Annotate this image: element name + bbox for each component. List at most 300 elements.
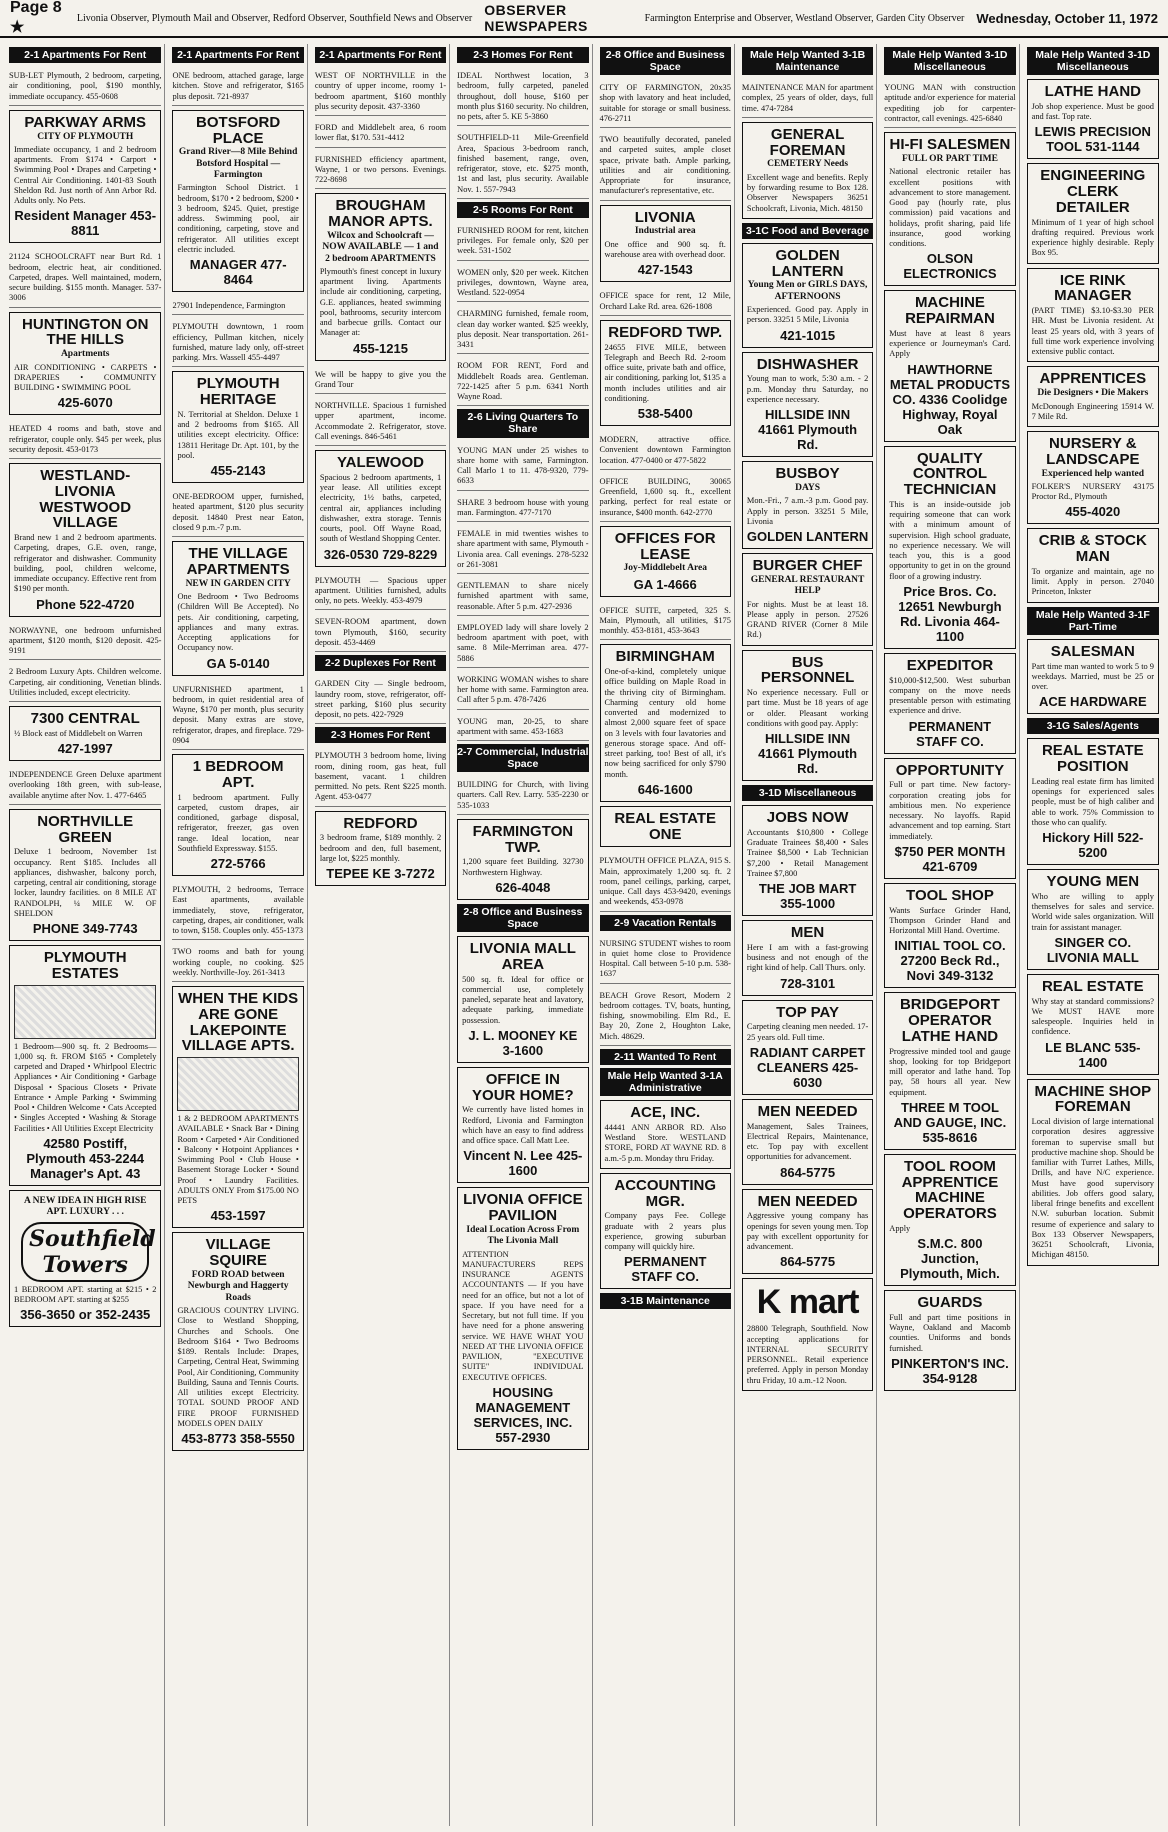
ad-body: OFFICE space for rent, 12 Mile, Orchard Lake Rd. area. 626-1808 [599,291,731,311]
classified-ad [1027,974,1159,1075]
village-squire-ad-phone: 453-8773 358-5550 [181,1431,295,1447]
ad-phone: INITIAL TOOL CO. 27200 Beck Rd., Novi 349-3132 [894,938,1006,984]
classified-ad [1027,528,1159,602]
section-header: 3-1B Maintenance [600,1293,731,1309]
ad-subhead: Industrial area [634,226,696,237]
ad-subhead: Die Designers • Die Makers [1037,388,1149,399]
ad-body: 2 Bedroom Luxury Apts. Children welcome. Carpeting, air conditioning, Venetian blinds. Utilities included, except electricity. [9,667,162,697]
section-header: 3-1G Sales/Agents [1027,718,1159,734]
ad-headline: ICE RINK MANAGER [1054,271,1132,305]
ad-headline: BRIDGEPORT OPERATOR LATHE HAND [899,996,1000,1045]
section-header: 2-9 Vacation Rentals [600,915,731,931]
ad-phone: 425-6070 [57,395,113,411]
southfield-towers-ad [9,1190,161,1327]
classified-ad [742,805,873,916]
ad-body: BEACH Grove Resort, Modern 2 bedroom cottages. TV, boats, hunting, fishing, snowmobiling. Elm Rd., E. Bay 20, Zone 2, Houghton Lake, Mich. 48629. [599,990,731,1041]
masthead-papers-2: Farmington Enterprise and Observer, Westland Observer, Garden City Observer [644,12,965,24]
classified-ad [457,1067,588,1184]
ad-headline: TOOL SHOP [906,886,994,904]
section-header: 2-3 Homes For Rent [457,47,588,63]
ad-body: No experience necessary. Full or part time. Must be 18 years of age or older. Pleasant working conditions with good pay. Apply: [746,688,869,728]
classified-ad [457,524,588,574]
ad-body: ½ Block east of Middlebelt on Warren [14,728,143,738]
ad-phone: 455-2143 [210,463,266,479]
ad-headline: FARMINGTON TWP. [472,822,574,856]
ad-body: Accountants $10,800 • College Graduate Trainees $8,400 • Sales Trainee $8,500 • Lab Technician $7,200 • Retail Management Trainee $7,800 [746,827,869,878]
classified-ad [457,441,588,491]
ad-body: Wants Surface Grinder Hand, Thompson Grinder Hand and Horizontal Mill Hand. Overtime. [889,905,1011,936]
ad-body: Deluxe 1 bedroom, November 1st occupancy. Rent $185. Includes all appliances, dishwasher, balcony porch, carpeting, central air conditioning, storage locker, laundry facilities. on 8 MILE AT RANDOLPH, ¼ MILE W. OF SHELDON [14,847,157,918]
ad-headline: REAL ESTATE [1041,977,1144,995]
column-8 [1024,44,1162,1826]
ad-phone: GOLDEN LANTERN [746,529,869,544]
lakepointe-village-ad-headline: WHEN THE KIDS ARE GONE LAKEPOINTE VILLAGE APTS. [178,990,299,1055]
ad-headline: APPRENTICES [1039,370,1147,388]
classified-ad [9,765,161,805]
ad-headline: MEN [790,924,825,942]
ad-body: EMPLOYED lady will share lovely 2 bedroom apartment with poet, with same. 8 Mile-Merriman area. 477-5886 [457,622,589,663]
ad-body: We will be happy to give you the Grand Tour [314,369,447,389]
ad-body: Immediate occupancy, 1 and 2 bedroom apartments. From $174 • Carport • Swimming Pool • Drapes and Carpeting • Central Air Conditioning. 1401-83 South Sheldon Rd. Just north of Ann Arbor Rd. Adults only. No Pets. [14,144,157,206]
section-header: Male Help Wanted 3-1D Miscellaneous [1027,47,1159,75]
classified-ad [457,66,588,126]
ad-body: 24655 FIVE MILE, between Telegraph and Beech Rd. 2-room office suite, private bath and office, air conditioning, parking lot, $135 a month includes utilities and air conditioning. [604,342,726,403]
column-4 [454,44,592,1826]
ad-phone: 421-1015 [780,327,836,343]
ad-body: (PART TIME) $3.10-$3.30 PER HR. Must be Livonia resident. At least 25 years old, with 3 years of full time work experience involving extensive public contact. [1031,306,1154,357]
section-header: 3-1D Miscellaneous [742,785,873,801]
ad-body: BUILDING for Church, with living quarters. Call Rev. Larry. 535-2230 or 535-1033 [457,780,589,810]
ad-body: OFFICE SUITE, carpeted, 325 S. Main, Plymouth, all utilities, $175 monthly. 453-8181, 453-3643 [599,605,731,636]
kmart-logo: K mart [756,1283,859,1322]
ad-subhead: Young Men or GIRLS DAYS, AFTERNOONS [747,280,868,302]
classified-ad [315,674,446,724]
ad-body: SEVEN-ROOM apartment, down town Plymouth, $160, security deposit. 453-4469 [314,617,447,647]
ad-subhead: NEW IN GARDEN CITY [185,578,291,589]
classified-ad [884,992,1015,1150]
classified-ad [600,320,731,426]
southfield-towers-ad-tag: A NEW IDEA IN HIGH RISE APT. LUXURY . . . [23,1195,147,1218]
section-header: 3-1C Food and Beverage [742,223,873,239]
lakepointe-village-ad-body: 1 & 2 BEDROOM APARTMENTS AVAILABLE • Snack Bar • Dining Room • Carpeted • Air Conditioned • Balcony • Hotpoint Appliances • Swimming Pool • Club House • Basement Storage Locker • Sound Proof • Laundry Facilities. ADULTS ONLY From $175.00 NO PETS [177,1114,299,1206]
ad-headline: THE VILLAGE APARTMENTS [186,545,290,578]
ad-phone: 538-5400 [637,406,693,422]
ad-body: Excellent wage and benefits. Reply by forwarding resume to Box 128. Observer Newspapers 36251 Schoolcraft, Livonia, Mich. 48150 [746,172,869,213]
ad-body: Full and part time positions in Wayne, Oakland and Macomb counties. Uniforms and bonds furnished. [889,1312,1011,1353]
classified-ad [600,130,731,201]
classified-ad [884,132,1015,286]
classified-ad [1027,431,1159,524]
ad-phone: Vincent N. Lee 425-1600 [463,1148,583,1179]
classified-ad [9,463,161,617]
section-header: 2-11 Wanted To Rent [600,1049,731,1065]
classified-ad [457,618,588,668]
ad-subhead: Grand River—8 Mile Behind Botsford Hospital — Farmington [178,147,298,181]
masthead-date: Wednesday, October 11, 1972 [976,10,1158,26]
classified-ad [457,819,588,900]
classified-ad [9,419,161,459]
ad-body: 28800 Telegraph, Southfield. Now accepting applications for INTERNAL SECURITY PERSONNEL. Retail experience preferred. Apply in person Monday thru Friday, 10 a.m.-12 Noon. [746,1324,869,1385]
section-header: Male Help Wanted 3-1B Maintenance [742,47,873,75]
section-header: Male Help Wanted 3-1F Part-Time [1027,607,1159,635]
ad-headline: TOOL ROOM APPRENTICE MACHINE OPERATORS [901,1157,999,1223]
ad-body: Why stay at standard commissions? We MUST HAVE more salespeople. Inquiries held in confidence. [1031,996,1154,1037]
classified-ad [457,263,588,303]
ad-headline: PARKWAY ARMS [24,113,147,131]
classified-ad [9,312,161,416]
ad-headline: GOLDEN LANTERN [771,246,844,280]
ad-body: This is an inside-outside job requiring someone that can work with a minimum amount of supervision. High school graduate, no experience necessary. We will teach you, this is a good opportunity to get in on the ground floor of a growing industry. [889,499,1011,581]
classified-ad [457,221,588,261]
classified-ad [742,1099,873,1185]
classified-ad [742,1000,873,1095]
ad-body: AIR CONDITIONING • CARPETS • DRAPERIES • COMMUNITY BUILDING • SWIMMING POOL [14,362,157,393]
classified-ad [884,758,1015,879]
section-header: Male Help Wanted 3-1A Administrative [600,1068,731,1096]
classified-ad [9,66,161,106]
ad-headline: BUS PERSONNEL [760,653,855,687]
ad-phone: THREE M TOOL AND GAUGE, INC. 535-8616 [893,1099,1007,1145]
ad-phone: $750 PER MONTH 421-6709 [894,843,1006,874]
ad-headline: WESTLAND-LIVONIA WESTWOOD VILLAGE [39,467,132,532]
ad-headline: REAL ESTATE POSITION [1041,742,1144,776]
classified-ad [600,78,731,128]
classified-ad [457,712,588,742]
classified-ad [600,986,731,1046]
classified-ad [172,754,303,876]
ad-body: INDEPENDENCE Green Deluxe apartment overlooking 18th green, with sub-lease, available anytime after Nov. 1. 477-6465 [9,770,162,800]
ad-headline: EXPEDITOR [906,656,994,674]
ad-phone: LE BLANC 535-1400 [1045,1039,1141,1070]
ad-headline: GENERAL FOREMAN [769,125,846,159]
ad-headline: OPPORTUNITY [895,761,1005,779]
section-header: 2-8 Office and Business Space [600,47,731,75]
classified-ad [1027,639,1159,715]
ad-body: One-of-a-kind, completely unique office building on Maple Road in the thriving city of Birmingham. Charming century old home converted and modernized to almost 2,000 square feet of space on 3 levels with four lavatories and generous storage space. And off-street parking, too! Best of all, it's now being sacrificed for only $790 month. [604,667,726,779]
ad-phone: PERMANENT STAFF CO. [624,1254,707,1285]
classified-ad [172,66,303,106]
ad-headline: YOUNG MEN [1046,873,1140,891]
ad-headline: 7300 CENTRAL [30,710,140,728]
ad-body: Brand new 1 and 2 bedroom apartments. Carpeting, drapes, G.E. oven, range, refrigerator and dishwasher. Community building, pool, children welcome, immediate occupancy. Effective rent from $190 per month. [14,533,157,594]
ad-body: FURNISHED efficiency apartment, Wayne, 1 or two persons. Evenings. 722-8698 [314,154,447,185]
livonia-office-pavilion-ad-subhead: Ideal Location Across From The Livonia Mall [466,1224,580,1247]
ad-subhead: Experienced help wanted [1041,468,1144,479]
livonia-office-pavilion-ad-headline: LIVONIA OFFICE PAVILION [463,1191,583,1224]
ad-headline: NORTHVILLE GREEN [37,812,134,846]
classified-ad [600,286,731,316]
ad-phone: 427-1997 [57,741,113,757]
ad-phone: 455-1215 [353,340,408,356]
village-squire-ad [172,1232,303,1451]
classified-ad [315,150,446,190]
ad-phone: 864-5775 [780,1254,836,1270]
ad-phone: 728-3101 [780,975,836,991]
ad-headline: REDFORD TWP. [608,323,723,341]
classified-ad [884,883,1015,989]
classified-ad [457,356,588,406]
classified-ad [315,746,446,806]
classified-ad [457,936,588,1063]
classified-ad [600,430,731,470]
bottom-left-display-ads [9,945,161,1327]
classified-ad [742,352,873,458]
ad-subhead: Apartments [60,349,110,360]
ad-body: One Bedroom • Two Bedrooms (Children Will Be Accepted). No pets. Air conditioning, carpeting, appliances and many extras. Accepting applications for Occupancy now. [177,592,299,653]
ad-phone: PINKERTON'S INC. 354-9128 [891,1355,1009,1386]
machine-shop-foreman-ad [1027,1079,1159,1266]
ad-subhead: CITY OF PLYMOUTH [37,131,134,142]
classified-ad [9,621,161,661]
ad-body: Experienced. Good pay. Apply in person. 33251 5 Mile, Livonia [746,305,869,325]
ad-body: YOUNG man, 20-25, to share apartment with same. 453-1683 [457,716,589,736]
ad-body: Full or part time. New factory-corporation creating jobs for ambitious men. No experience necessary. No layoffs. Rapid advancement and top earning. Start immediately. [889,780,1011,841]
ad-headline: MEN NEEDED [757,1102,858,1120]
ad-subhead: GENERAL RESTAURANT HELP [750,574,865,597]
ad-body: WEST OF NORTHVILLE in the country of upper income, roomy 1-bedroom apartment, $160 monthly plus security deposit. 437-3360 [314,71,447,111]
classified-ad [315,365,446,395]
livonia-office-pavilion-ad [457,1187,588,1450]
plymouth-estates-ad-body: 1 Bedroom—900 sq. ft. 2 Bedrooms—1,000 sq. ft. FROM $165 • Completely carpeted and Draped • Whirlpool Electric Appliances • Air Conditioning • Garbage Disposal • Spacious Closets • Private Entrance • Ample Parking • Swimming Pool • Children Welcome • Cats Accepted • Singles Accepted • Washing & Storage Facilities • All Utilities Except Electricity [14,1041,157,1133]
ad-headline: ACCOUNTING MGR. [614,1176,717,1210]
ad-body: Who are willing to apply themselves for sales and service. World wide sales organization. Will train for assistant manager. [1031,891,1154,932]
classified-ad [315,571,446,611]
ad-body: Apply [889,1223,911,1233]
column-5 [597,44,735,1826]
ad-headline: ACE, INC. [630,1104,701,1122]
ad-body: Job shop experience. Must be good and fast. Top rate. [1031,101,1154,122]
ad-phone: Price Bros. Co. 12651 Newburgh Rd. Livonia 464-1100 [898,583,1002,644]
ad-body: GARDEN City — Single bedroom, laundry room, stove, refrigerator, off-street parking, $160 plus security deposit, no pets. 422-7929 [314,679,447,720]
classified-ad [315,193,446,360]
ad-body: TWO beautifully decorated, paneled and carpeted suites, ample closet space, private bath. Ample parking, utilities and air conditioning. Appropriate for insurance, manufacturer's representative, etc. [599,135,731,196]
ad-body: Here I am with a fast-growing business and not enough of the right kind of help. Call Thurs. only. [746,942,869,973]
classified-ad [172,487,303,537]
ad-body: $10,000-$12,500. West suburban company on the move needs presentable person with estimating experience and drive. [889,675,1011,716]
classified-ad [9,110,161,244]
ad-headline: BROUGHAM MANOR APTS. [328,197,433,231]
ad-headline: OFFICE IN YOUR HOME? [472,1070,574,1104]
ad-phone: 427-1543 [637,262,693,278]
ad-headline: MEN NEEDED [757,1192,858,1210]
ad-body: YOUNG MAN with construction aptitude and/or experience for material expediting job for carpenter-contractor, call evenings. 425-6840 [884,83,1016,123]
classified-ad [172,942,303,982]
section-header: 2-1 Apartments For Rent [9,47,161,63]
plymouth-estates-ad-illustration [14,985,156,1039]
ad-body: 21124 SCHOOLCRAFT near Burt Rd. 1 bedroom, electric heat, air conditioned. Carpeted, drapes. Well maintained, modern, secure building. $155 month. Manager. 537-3006 [9,252,162,303]
ad-body: NORWAYNE, one bedroom unfurnished apartment, $120 month, $120 deposit. 425-9191 [9,625,162,656]
ad-body: Minimum of 1 year of high school drafting required. Previous work experience highly desirable. Reply Box 95. [1031,217,1154,258]
ad-phone: 864-5775 [780,1164,836,1180]
ad-headline: BUSBOY [775,465,840,483]
ad-body: WORKING WOMAN wishes to share her home with same. Farmington area. Call after 5 p.m. 478-7426 [457,674,589,705]
ad-body: NORTHVILLE. Spacious 1 furnished upper apartment, income. Accommodate 2. Refrigerator, stove. Call evenings. 846-5461 [314,401,447,441]
ad-phone: GA 5-0140 [206,655,270,671]
ad-phone: 455-4020 [1065,504,1121,520]
ad-body: PLYMOUTH — Spacious upper apartment. Utilities furnished, adults only, no pets. Weekly. 453-4979 [314,575,447,606]
ad-body: PLYMOUTH downtown, 1 room efficiency, Pullman kitchen, nicely furnished, mature lady only, off-street parking. Mrs. Wassell 455-4497 [172,322,304,363]
ad-body: ONE-BEDROOM upper, furnished, heated apartment, $120 plus security deposit. 14840 Prest near Eaton, closed 9 p.m.-7 p.m. [172,492,304,532]
classified-ad [742,920,873,996]
classified-ad [1027,268,1159,363]
ad-body: OFFICE BUILDING, 30065 Greenfield, 1,600 sq. ft., excellent parking, perfect for real estate or insurance, $400 month. 642-2770 [599,476,731,517]
masthead [0,0,1168,38]
ad-phone: PERMANENT STAFF CO. [908,718,992,749]
ad-headline: ENGINEERING CLERK DETAILER [1040,167,1146,216]
ad-headline: DISHWASHER [756,355,859,373]
classified-ad [1027,869,1159,970]
village-squire-ad-body: GRACIOUS COUNTRY LIVING. Close to Westland Shopping, Churches and Schools. One Bedroom $164 • Two Bedrooms $189. Rentals Include: Drapes, Carpeting, Central Heat, Swimming Pool, Air Conditioning, Community Building, Sauna and Tennis Courts. All utilities except Electricity. TOTAL SOUND PROOF AND FIRE PROOF FURNISHED MODELS OPEN DAILY [177,1306,299,1428]
ad-body: 500 sq. ft. Ideal for office or commercial use, completely paneled, separate heat and lavatory, adequate parking, immediate possession. [462,974,584,1025]
ad-body: CHARMING furnished, female room, clean day worker wanted. $25 weekly, plus deposit. Near transportation. 261-3431 [457,309,589,350]
classified-ad [1027,163,1159,263]
ad-body: National electronic retailer has excellent positions with advancement to store management. Good pay (hourly rate, plus commission) paid vacations and holidays, profit sharing, paid life insurance, good working conditions. [889,167,1011,249]
southfield-towers-ad-body: 1 BEDROOM APT. starting at $215 • 2 BEDROOM APT. starting at $255 [14,1284,157,1304]
ad-headline: REAL ESTATE ONE [614,809,717,843]
ad-body: TWO rooms and bath for young working couple, no cooking. $25 weekly. Northville-Joy. 261-3413 [172,947,304,977]
classified-ad [457,775,588,815]
ad-body: SUB-LET Plymouth, 2 bedroom, carpeting, air conditioning, pool, $190 monthly, immediate occupancy. 455-0608 [9,71,162,101]
southfield-towers-ad-phone: 356-3650 or 352-2435 [20,1307,151,1323]
classified-ad [172,680,303,751]
classified-ad [315,396,446,446]
section-header: Male Help Wanted 3-1D Miscellaneous [884,47,1015,75]
classified-ad [172,296,303,315]
classified-ad [884,290,1015,441]
ad-body: 1,200 square feet Building. 32730 Northwestern Highway. [462,857,584,877]
classified-ad [600,644,731,802]
ad-headline: BIRMINGHAM [615,648,715,666]
ad-phone: RADIANT CARPET CLEANERS 425-6030 [749,1044,866,1090]
ad-body: To organize and maintain, age no limit. Apply in person. 27040 Princeton, Inkster [1031,566,1154,597]
section-header: 2-7 Commercial, Industrial Space [457,744,588,772]
ad-headline: BURGER CHEF [752,557,863,574]
classified-ad [9,247,161,307]
ad-body: N. Territorial at Sheldon. Deluxe 1 and 2 bedrooms from $165. All utilities except electricity. Office: 13811 Heritage Dr. Apt. 101, by the pool. [177,409,299,460]
classified-ad [457,493,588,523]
ad-phone: HILLSIDE INN 41661 Plymouth Rd. [758,407,858,453]
ad-body: FOLKER'S NURSERY 43175 Proctor Rd., Plymouth [1031,481,1154,502]
column-2 [169,44,307,1826]
ad-phone: HAWTHORNE METAL PRODUCTS CO. 4336 Coolidge Highway, Royal Oak [889,361,1011,437]
ad-headline: NURSERY & LANDSCAPE [1046,435,1140,468]
ad-phone: SINGER CO. LIVONIA MALL [1046,934,1139,965]
ad-body: Part time man wanted to work 5 to 9 weekdays. Married, must be 25 or over. [1031,661,1154,692]
ad-body: PLYMOUTH 3 bedroom home, living room, dining room, gas heat, full basement, vacant. 1 children permitted. No pets. Rent $225 month. Agent. 453-0477 [314,751,447,802]
masthead-brand: OBSERVER NEWSPAPERS [484,2,588,34]
classified-ad [1027,79,1159,159]
classified-ad [600,934,731,984]
classified-ad [315,118,446,148]
ad-body: IDEAL Northwest location, 3 bedroom, fully carpeted, paneled throughout, doll house, $160 per month plus $160 security. No children, no pets, after 5. KE 5-3860 [457,71,589,122]
ad-body: HEATED 4 rooms and bath, stove and refrigerator, couple only. $45 per week, plus security deposit. 453-0173 [9,424,162,454]
classified-ad [172,317,303,367]
ad-body: Young man to work, 5:30 a.m. - 2 p.m. Monday thru Saturday, no experience necessary. [746,374,869,404]
ad-headline: LIVONIA MALL AREA [469,940,576,973]
ad-phone: GA 1-4666 [633,576,697,592]
ad-headline: LATHE HAND [1044,83,1141,101]
section-header: 2-8 Office and Business Space [457,904,588,932]
ad-subhead: Wilcox and Schoolcraft — NOW AVAILABLE — 1 and 2 bedroom APARTMENTS [322,230,439,264]
classified-ad [600,1173,731,1290]
ad-body: Leading real estate firm has limited openings for experienced sales people, must be of high caliber and able to work. 75% Commission to those who can qualify. [1031,776,1154,827]
plymouth-estates-ad [9,945,161,1186]
ad-body: MODERN, attractive office. Convenient downtown Farmington location. 477-0400 or 477-5822 [599,435,731,465]
ad-body: For nights. Must be at least 18. Please apply in person. 27526 GRAND RIVER (Corner 8 Mile Rd.) [746,599,869,640]
ad-body: UNFURNISHED apartment, 1 bedroom, in quiet residential area of Wayne, $170 per month, plus security deposit. Many extras are stove, refrigerator, drapes, and fireplace. 729-0904 [172,684,304,745]
ad-headline: QUALITY CONTROL TECHNICIAN [903,449,997,499]
ad-body: FORD and Middlebelt area, 6 room lower flat, $170. 531-4412 [314,123,447,143]
ad-phone: Resident Manager 453-8811 [14,208,157,239]
classified-ad [172,110,303,292]
lakepointe-village-ad-phone: 453-1597 [210,1208,266,1224]
ad-body: Company pays Fee. College graduate with 2 years plus experience, growing suburban company will quickly hire. [604,1211,726,1252]
ad-body: Progressive minded tool and gauge shop, looking for top Bridgeport mill operator and lathe hand. Top pay, 58 hours all year. New equipment. [889,1046,1011,1097]
ad-body: Carpeting cleaning men needed. 17-25 years old. Full time. [746,1022,869,1042]
classified-ad [9,706,161,761]
plymouth-estates-ad-headline: PLYMOUTH ESTATES [43,949,127,982]
ad-subhead: FULL OR PART TIME [901,153,998,164]
ad-body: Mon.-Fri., 7 a.m.-3 p.m. Good pay. Apply in person. 33251 5 Mile, Livonia [746,496,869,526]
column-7 [881,44,1019,1826]
ad-body: Plymouth's finest concept in luxury apartment living. Apartments include air conditioning, carpeting, G.E. appliances, heated swimming pool, bathrooms, security intercom and barbecue grills. Contact our Manager at: [319,266,442,338]
page-number: Page 8 ★ [10,0,62,36]
classified-ad [1027,738,1159,865]
ad-body: 27901 Independence, Farmington [172,301,286,311]
ad-body: ROOM FOR RENT, Ford and Middlebelt Roads area. Gentleman. 722-1425 after 5 p.m. 6341 North Wayne Road. [457,361,589,402]
classified-ad [742,461,873,549]
classified-ad [884,78,1015,128]
classified-ad [600,601,731,641]
classified-ad [172,880,303,940]
ad-body: McDonough Engineering 15914 W. 7 Mile Rd. [1031,401,1154,421]
classified-ad [884,1290,1015,1391]
ad-body: Management, Sales Trainees, Electrical Repairs, Maintenance, etc. Top pay with excellent opportunities for advancement. [746,1121,869,1162]
column-3 [312,44,450,1826]
ad-body: PLYMOUTH OFFICE PLAZA, 915 S. Main, approximately 1,200 sq. ft. 2 room, panel ceilings, parking, carpet, unique. Call days 453-9420, evenings and weekends, 453-0978 [599,856,731,907]
ad-body: We currently have listed homes in Redford, Livonia and Farmington which have an easy to find address and office space. Call Matt Lee. [462,1105,584,1145]
plymouth-estates-ad-phone: 42580 Postiff, Plymouth 453-2244 Manager's Apt. 43 [26,1135,145,1181]
ad-body: 1 bedroom apartment. Fully carpeted, custom drapes, air conditioned, garbage disposal, refrigerator, freezer, gas oven range. Ideal location, near Southfield Expressway. $155. [177,792,299,853]
ad-phone: Phone 522-4720 [36,596,135,612]
ad-phone: PHONE 349-7743 [32,921,138,937]
ad-body: 3 bedroom frame, $189 monthly. 2 bedroom and den, full basement, large lot, $225 monthly. [319,833,442,863]
ad-headline: PLYMOUTH HERITAGE [196,375,280,409]
classified-ad [457,576,588,616]
ad-body: Aggressive young company has openings for seven young men. Top pay with excellent opportunity for advancement. [746,1211,869,1252]
ad-body: YOUNG MAN under 25 wishes to share home with same, Farmington. Call Marlo 1 to 11. 478-9320, 779-6633 [457,445,589,486]
section-header: 2-3 Homes For Rent [315,727,446,743]
ad-headline: OFFICES FOR LEASE [614,529,716,563]
classified-ad [600,851,731,911]
classified-ad [600,526,731,597]
classified-ad [884,653,1015,754]
classified-ad [600,472,731,522]
classified-ad [742,243,873,348]
classified-ad [742,553,873,646]
ad-headline: REDFORD [343,814,418,832]
livonia-office-pavilion-ad-phone: HOUSING MANAGEMENT SERVICES, INC. 557-2930 [473,1384,573,1445]
ad-phone: 272-5766 [210,856,266,872]
classified-ad [742,1278,873,1391]
classified-ad [315,450,446,567]
section-header: 2-1 Apartments For Rent [315,47,446,63]
ad-headline: HI-FI SALESMEN [889,136,1011,154]
ad-phone: Hickory Hill 522-5200 [1042,830,1144,861]
classified-ad [315,612,446,652]
ad-body: MAINTENANCE MAN for apartment complex, 25 years of older, days, full time. 474-7284 [741,83,874,113]
ad-headline: MACHINE REPAIRMAN [905,294,995,328]
